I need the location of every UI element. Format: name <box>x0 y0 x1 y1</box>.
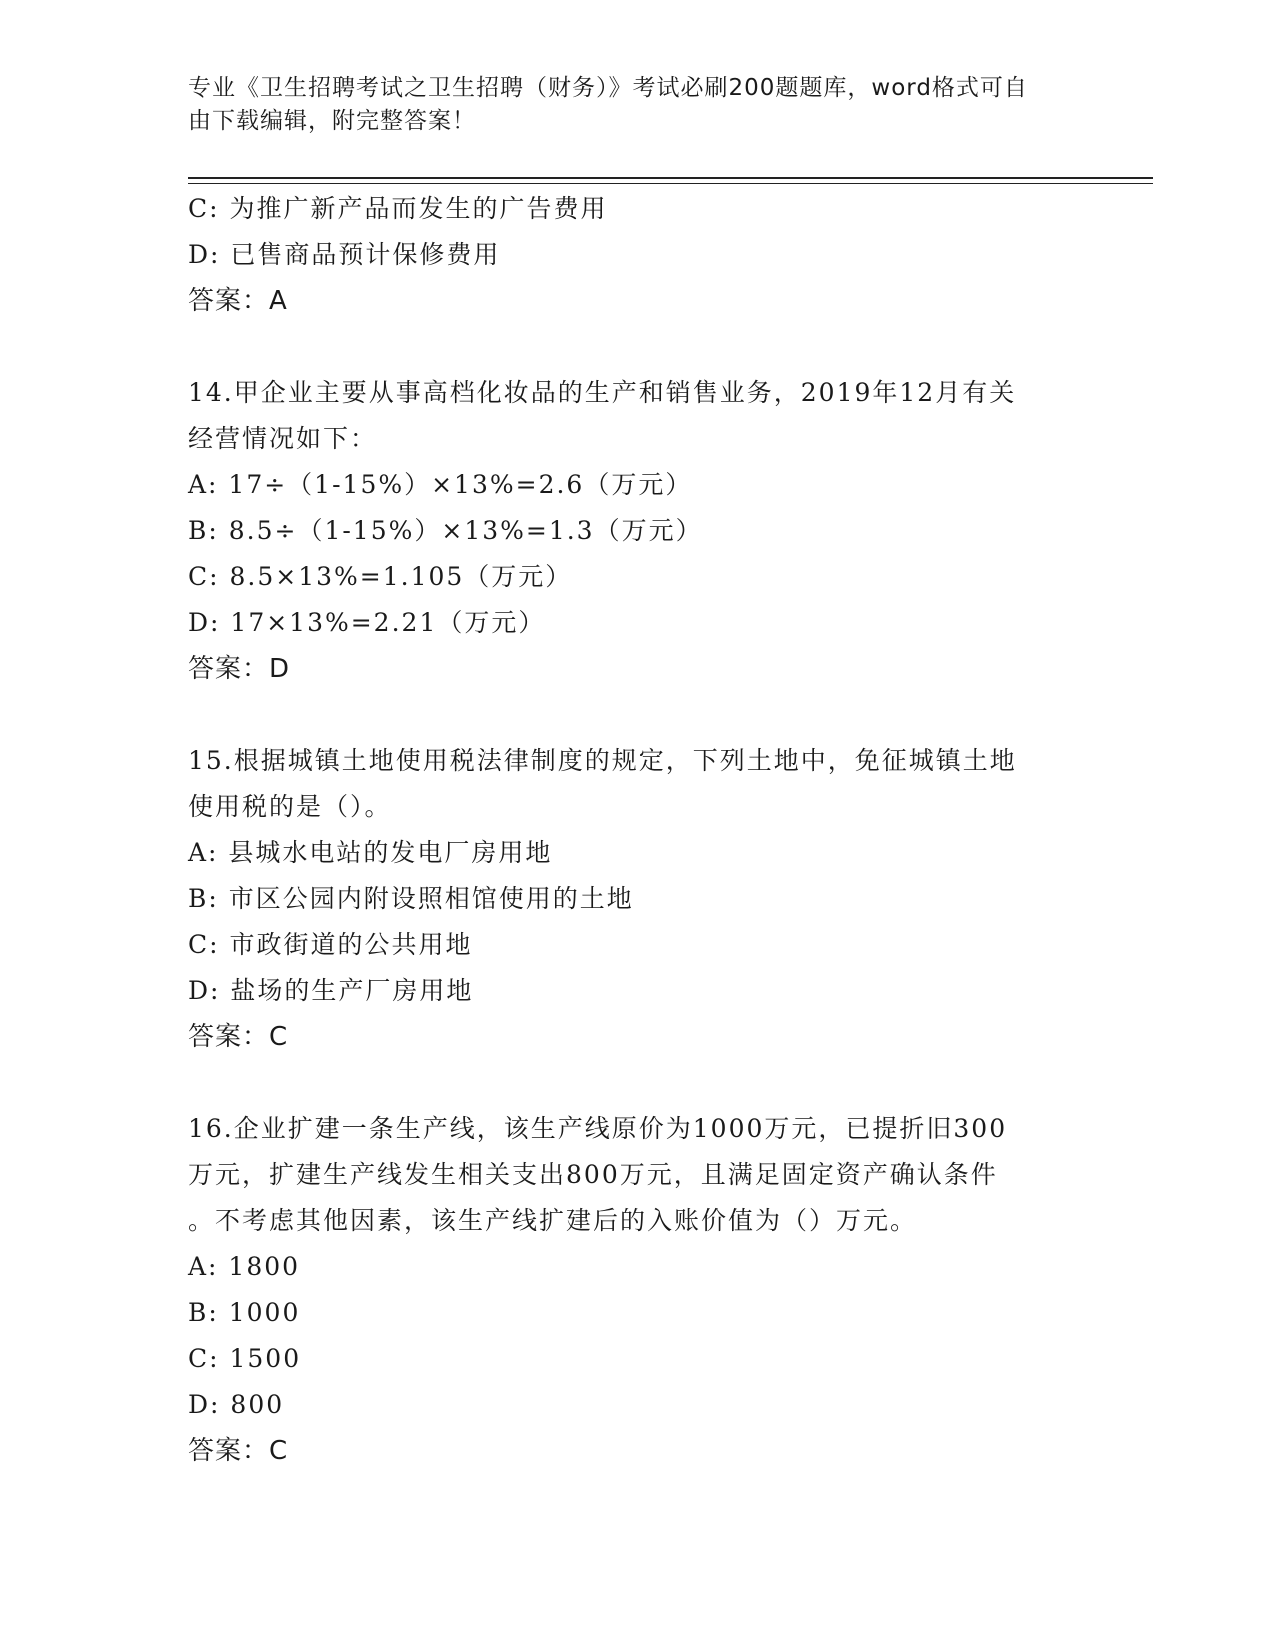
spacer <box>188 324 1088 370</box>
header-line-2: 由下载编辑，附完整答案！ <box>188 108 476 134</box>
option-c: C: 1500 <box>188 1344 302 1373</box>
question-16 <box>188 1106 1088 1474</box>
question-text-line: 。不考虑其他因素，该生产线扩建后的入账价值为（）万元。 <box>188 1206 918 1235</box>
option-c: C: 市政街道的公共用地 <box>188 930 473 959</box>
option-d: D: 盐场的生产厂房用地 <box>188 976 474 1005</box>
answer-line: 答案：C <box>188 1022 289 1052</box>
header-divider-thin <box>188 183 1153 184</box>
question-text-line: 万元，扩建生产线发生相关支出800万元，且满足固定资产确认条件 <box>188 1160 998 1189</box>
answer-line: 答案：D <box>188 654 291 684</box>
header-line-1: 专业《卫生招聘考试之卫生招聘（财务）》考试必刷200题题库，word格式可自 <box>188 75 1028 101</box>
document-header <box>188 72 1068 138</box>
spacer <box>188 1060 1088 1106</box>
question-text-line: 经营情况如下： <box>188 424 378 453</box>
question-15 <box>188 738 1088 1060</box>
question-text-line: 15.根据城镇土地使用税法律制度的规定，下列土地中，免征城镇土地 <box>188 746 1017 775</box>
option-d: D: 已售商品预计保修费用 <box>188 240 501 269</box>
option-c: C: 为推广新产品而发生的广告费用 <box>188 194 608 223</box>
option-b: B: 8.5÷（1-15%）×13%=1.3（万元） <box>188 516 703 545</box>
option-d: D: 800 <box>188 1390 285 1419</box>
option-b: B: 市区公园内附设照相馆使用的土地 <box>188 884 634 913</box>
answer-line: 答案：C <box>188 1436 289 1466</box>
option-a: A: 17÷（1-15%）×13%=2.6（万元） <box>188 470 693 499</box>
option-b: B: 1000 <box>188 1298 301 1327</box>
question-text-line: 16.企业扩建一条生产线，该生产线原价为1000万元，已提折旧300 <box>188 1114 1008 1143</box>
spacer <box>188 692 1088 738</box>
header-divider-thick <box>188 177 1153 179</box>
option-a: A: 县城水电站的发电厂房用地 <box>188 838 553 867</box>
prev-question-block <box>188 186 1088 324</box>
question-text-line: 14.甲企业主要从事高档化妆品的生产和销售业务，2019年12月有关 <box>188 378 1017 407</box>
option-c: C: 8.5×13%=1.105（万元） <box>188 562 573 591</box>
question-text-line: 使用税的是（）。 <box>188 792 392 821</box>
option-d: D: 17×13%=2.21（万元） <box>188 608 546 637</box>
answer-line: 答案：A <box>188 286 288 316</box>
question-14 <box>188 370 1088 692</box>
question-content <box>188 186 1088 1474</box>
option-a: A: 1800 <box>188 1252 301 1281</box>
